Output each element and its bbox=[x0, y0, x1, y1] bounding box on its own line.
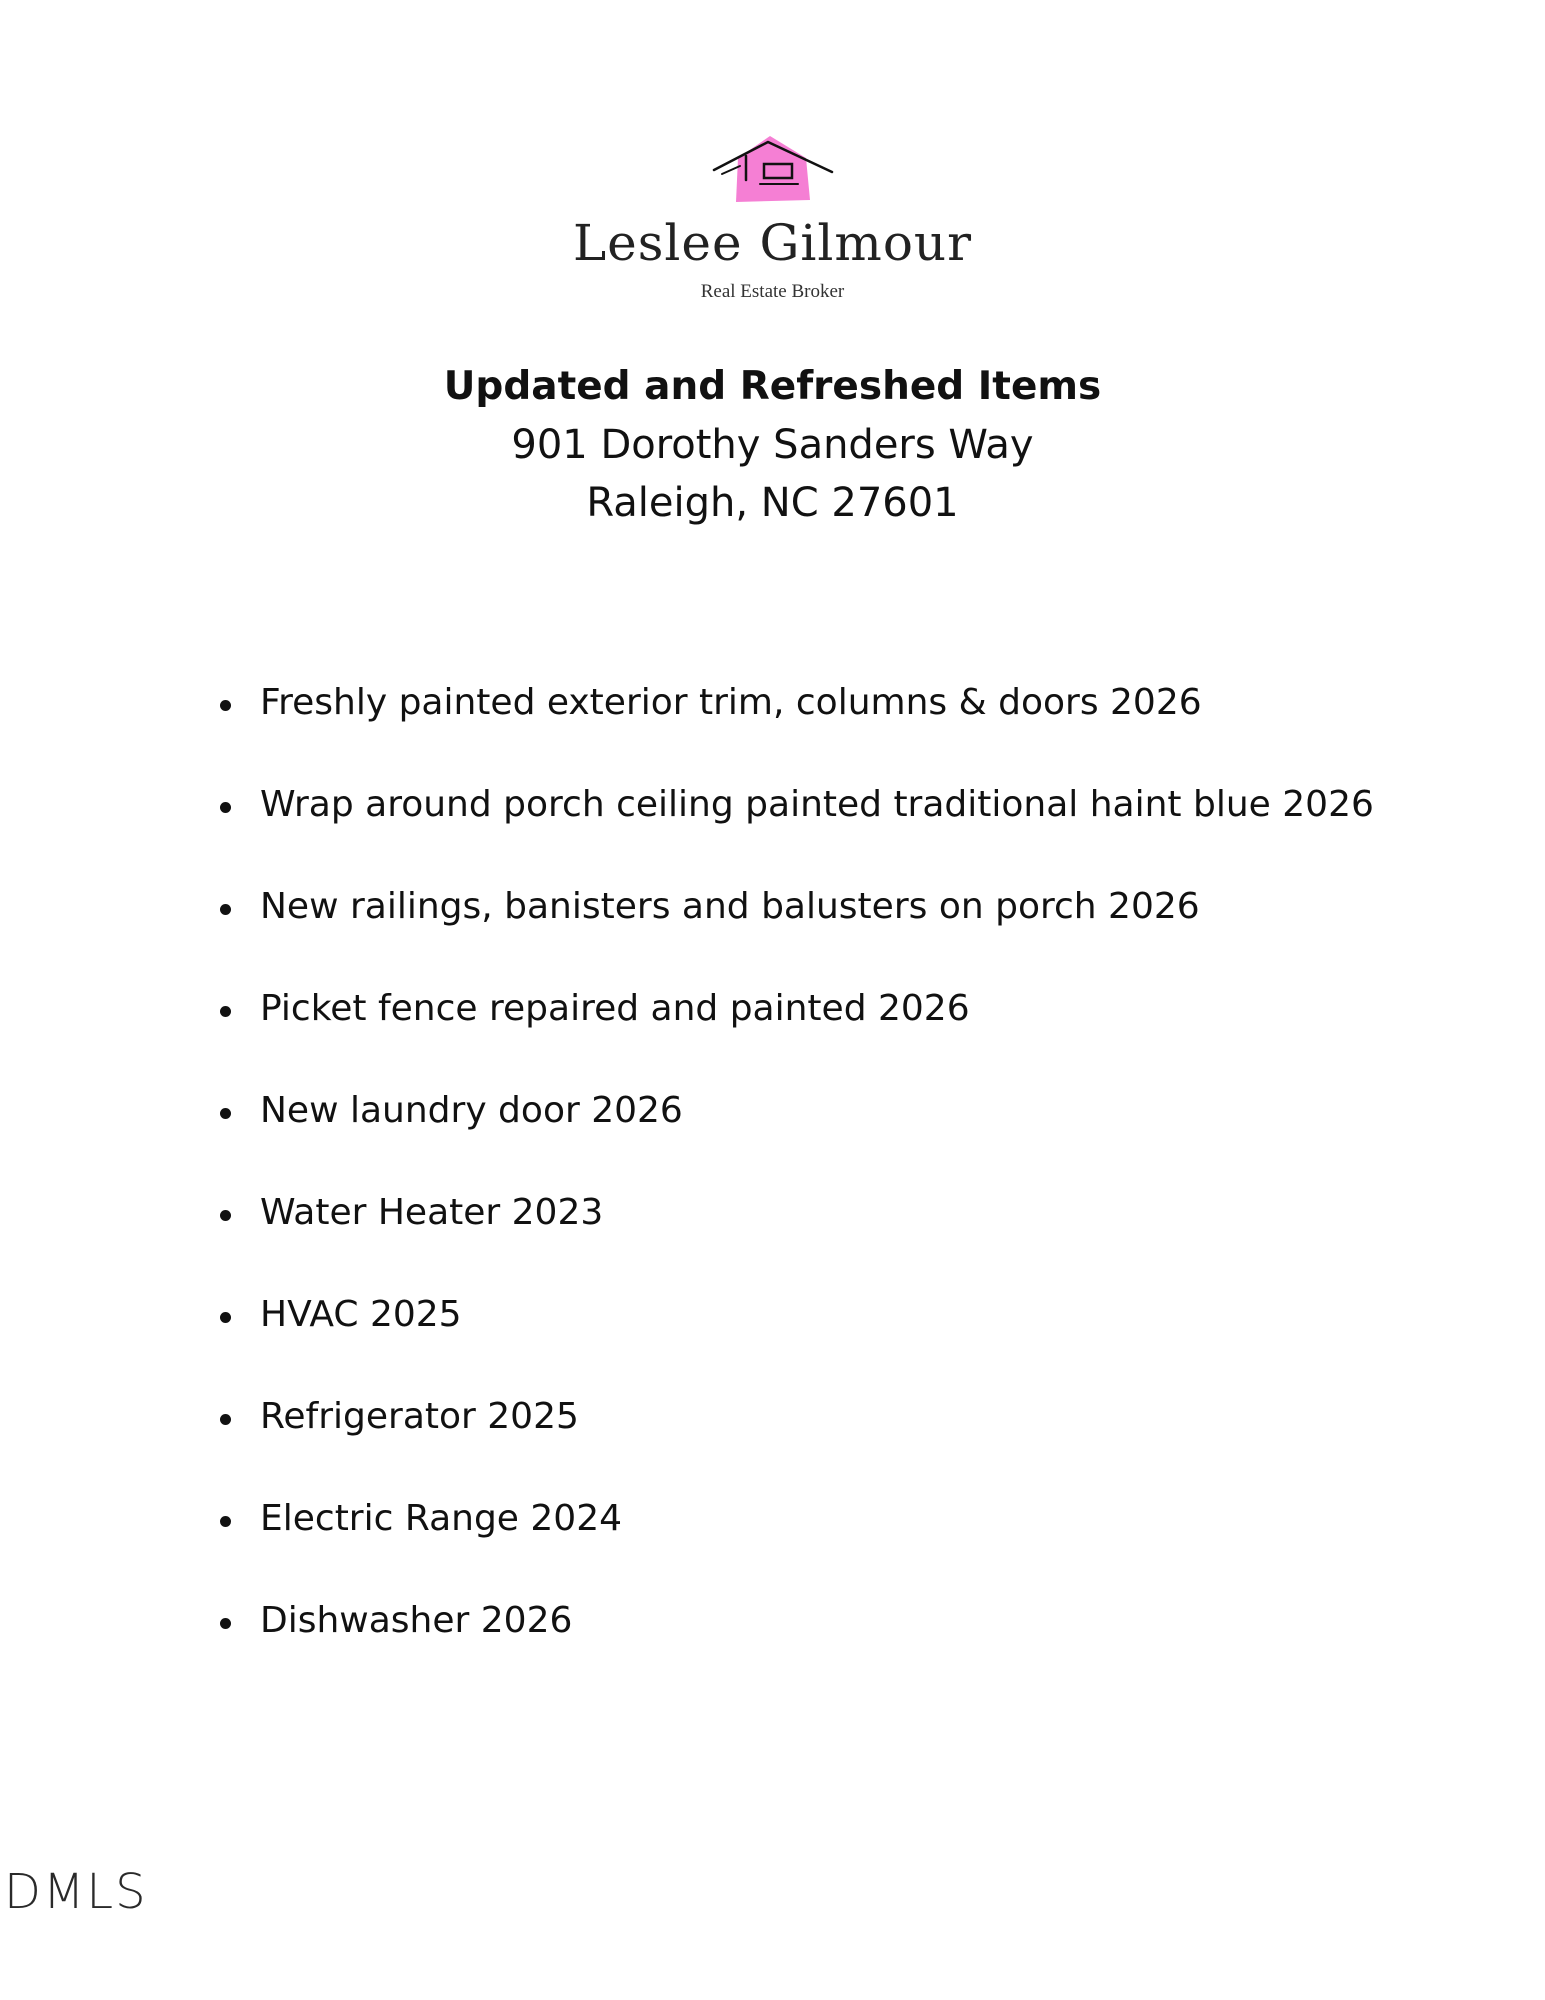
dmls-watermark: DMLS bbox=[4, 1864, 148, 1920]
page-title: Updated and Refreshed Items bbox=[443, 364, 1102, 409]
brand-name: Leslee Gilmour bbox=[572, 214, 973, 272]
brand-tagline: Real Estate Broker bbox=[700, 281, 845, 302]
list-item: New railings, banisters and balusters on porch 2026 bbox=[218, 879, 1374, 981]
list-item: Dishwasher 2026 bbox=[218, 1593, 1374, 1695]
address-line-2: Raleigh, NC 27601 bbox=[586, 480, 959, 526]
updates-list bbox=[218, 675, 1374, 1695]
list-item: HVAC 2025 bbox=[218, 1287, 1374, 1389]
list-item: Picket fence repaired and painted 2026 bbox=[218, 981, 1374, 1083]
list-item: Wrap around porch ceiling painted traditional haint blue 2026 bbox=[218, 777, 1374, 879]
brand-logo bbox=[0, 130, 1545, 301]
list-item: Water Heater 2023 bbox=[218, 1185, 1374, 1287]
house-icon bbox=[708, 130, 838, 210]
list-item: Refrigerator 2025 bbox=[218, 1389, 1374, 1491]
address-line-1: 901 Dorothy Sanders Way bbox=[511, 422, 1034, 468]
document-header bbox=[0, 358, 1545, 532]
list-item: New laundry door 2026 bbox=[218, 1083, 1374, 1185]
list-item: Electric Range 2024 bbox=[218, 1491, 1374, 1593]
list-item: Freshly painted exterior trim, columns & doors 2026 bbox=[218, 675, 1374, 777]
